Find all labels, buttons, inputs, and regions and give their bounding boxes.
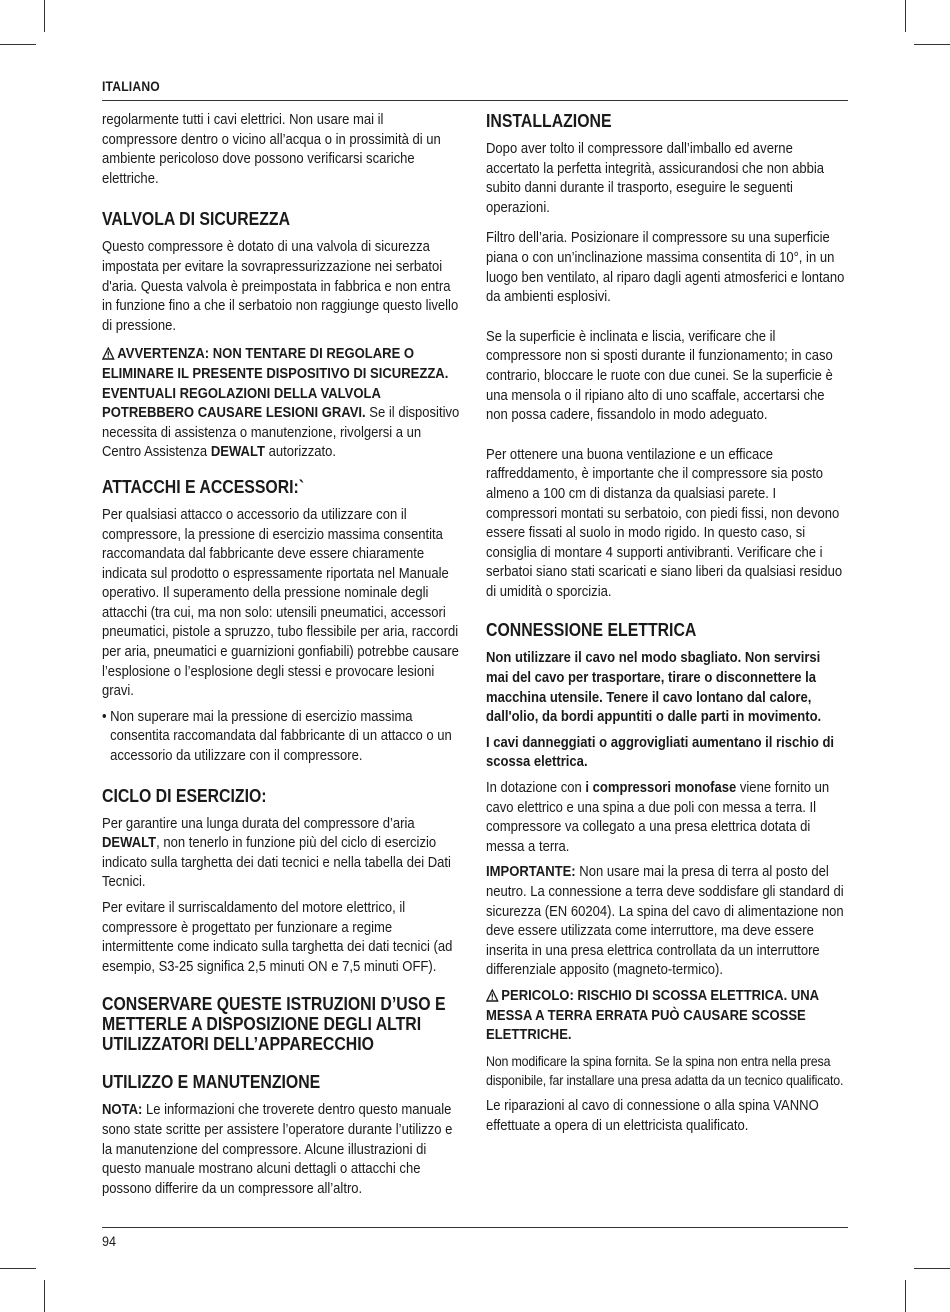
connessione-paragraph-2: Non modificare la spina fornita. Se la spina non entra nella presa disponibile, far installare una presa adatta da un tecnico qualificato. xyxy=(486,1053,844,1089)
note-text: Le informazioni che troverete dentro questo manuale sono state scritte per assistere l’operatore durante l’utilizzo e la manutenzione del compressore. Alcune illustrazioni di questo manuale mostrano alcuni dettagli o attacchi che possono differire da un compressore all’altro. xyxy=(102,1102,453,1197)
intro-paragraph: regolarmente tutti i cavi elettrici. Non usare mai il compressore dentro o vicino all’acqua o in prossimità di un ambiente pericoloso dove possono verificarsi scariche elettriche. xyxy=(102,112,441,187)
crop-mark xyxy=(905,1280,906,1312)
page-number: 94 xyxy=(102,1233,117,1249)
installazione-paragraph-2: Filtro dell’aria. Posizionare il compressore su una superficie piana o con un’inclinazione massima consentita di 10°, in un luogo ben ventilato, al riparo dagli agenti atmosferici e lontano da ambienti esplosivi. xyxy=(486,230,845,306)
danger-warning xyxy=(486,987,846,1046)
attacchi-body: Per qualsiasi attacco o accessorio da utilizzare con il compressore, la pressione di esercizio massima consentita raccomandata dal fabbricante deve essere chiaramente indicata sul prodotto o espressamente riportata nel Manuale operativo. Il superamento della pressione nominale degli attacchi (tra cui, ma non solo: utensili pneumatici, accessori pneumatici, pistole a spruzzo, tubo flessibile per aria, raccordi per aria, pneumatici e guarnizioni gonfiabili) potrebbe causare l’esplosione o l’esplosione degli stessi e provocare lesioni gravi. xyxy=(102,506,459,700)
installazione-paragraph-3: Se la superficie è inclinata e liscia, verificare che il compressore non si sposti durante il funzionamento; in caso contrario, bloccare le ruote con due cunei. Se la superficie è una mensola o il ripiano alto di uno scaffale, accertarsi che non possa cadere, fissandolo in modo adeguato. xyxy=(486,328,833,424)
crop-mark xyxy=(44,0,45,32)
warning-text-end: autorizzato. xyxy=(264,444,337,461)
connessione-text: In dotazione con xyxy=(486,780,586,797)
installazione-paragraph-1: Dopo aver tolto il compressore dall’imballo ed averne accertato la perfetta integrità, assicurandosi che non abbia subito danni durante il trasporto, eseguire le seguenti operazioni. xyxy=(486,141,825,216)
crop-mark xyxy=(914,44,950,45)
connessione-text-end: viene fornito un cavo elettrico e una spina a due poli con messa a terra. Il compressore va collegato a una presa elettrica dotata di messa a terra. xyxy=(486,780,830,855)
important-label: IMPORTANTE: xyxy=(486,864,576,881)
crop-mark xyxy=(914,1268,950,1269)
crop-mark xyxy=(905,0,906,32)
warning-icon xyxy=(486,989,499,1002)
important-text: Non usare mai la presa di terra al posto del neutro. La connessione a terra deve soddisfare gli standard di sicurezza (EN 60204). La spina del cavo di alimentazione non deve essere utilizzata come interruttore, ma deve essere inserita in una presa elettrica controllata da un interruttore differenziale apposito (magneto-termico). xyxy=(486,864,844,979)
connessione-bold-phrase: i compressori monofase xyxy=(585,780,737,797)
important-note xyxy=(486,863,846,981)
connessione-paragraph-3: Le riparazioni al cavo di connessione o alla spina VANNO effettuate a opera di un elettricista qualificato. xyxy=(486,1097,819,1134)
danger-text: PERICOLO: RISCHIO DI SCOSSA ELETTRICA. UNA MESSA A TERRA ERRATA PUÒ CAUSARE SCOSSE ELETTRICHE. xyxy=(486,987,819,1044)
section-title-installazione: INSTALLAZIONE xyxy=(486,111,612,131)
warning-bold-text: AVVERTENZA: NON TENTARE DI REGOLARE O ELIMINARE IL PRESENTE DISPOSITIVO DI SICUREZZA. EVENTUALI REGOLAZIONI DELLA VALVOLA POTREBBERO CAUSARE LESIONI GRAVI. xyxy=(102,346,449,422)
ciclo-text-end: , non tenerlo in funzione più del ciclo di esercizio indicato sulla targhetta dei dati tecnici e nella tabella dei Dati Tecnici. xyxy=(102,835,451,891)
utilizzo-note xyxy=(102,1101,462,1199)
crop-mark xyxy=(0,1268,36,1269)
crop-mark xyxy=(44,1280,45,1312)
section-title-utilizzo: UTILIZZO E MANUTENZIONE xyxy=(102,1072,321,1093)
ciclo-paragraph-1 xyxy=(102,815,462,893)
section-title-connessione: CONNESSIONE ELETTRICA xyxy=(486,620,697,641)
header-rule xyxy=(102,100,848,101)
connessione-bold-1: Non utilizzare il cavo nel modo sbagliato. Non servirsi mai del cavo per trasportare, tirare o disconnettere la macchina utensile. Tenere il cavo lontano dal calore, dall'olio, da bordi appuntiti o dalle parti in movimento. xyxy=(486,650,822,726)
footer-rule xyxy=(102,1227,848,1228)
section-title-conservare: CONSERVARE QUESTE ISTRUZIONI D’USO E METTERLE A DISPOSIZIONE DEGLI ALTRI UTILIZZATORI DELL’APPARECCHIO xyxy=(102,994,446,1055)
crop-mark xyxy=(0,44,36,45)
left-column xyxy=(102,111,464,1199)
section-title-valvola: VALVOLA DI SICUREZZA xyxy=(102,209,291,230)
section-title-ciclo: CICLO DI ESERCIZIO: xyxy=(102,785,267,806)
warning-text: Se il dispositivo necessita di assistenza o manutenzione, rivolgersi a un Centro Assistenza xyxy=(102,405,460,461)
note-label: NOTA: xyxy=(102,1102,143,1119)
ciclo-text: Per garantire una lunga durata del compressore d’aria xyxy=(102,815,415,832)
brand-name: DEWALT xyxy=(210,444,265,461)
right-column xyxy=(486,111,848,1136)
section-title-attacchi: ATTACCHI E ACCESSORI:` xyxy=(102,476,305,497)
attacchi-bullet xyxy=(102,708,462,767)
installazione-paragraph-4: Per ottenere una buona ventilazione e un efficace raffreddamento, è importante che il compressore sia posto almeno a 100 cm di distanza da qualsiasi parete. I compressori montati su serbatoio, con piedi fissi, non devono essere fissati al suolo in modo rigido. In questo caso, si consiglia di montare 4 supporti antivibranti. Verificare che i serbatoi siano stati scaricati e siano liberi da qualsiasi residuo di umidità o sporcizia. xyxy=(486,446,843,600)
bullet-text: Non superare mai la pressione di esercizio massima consentita raccomandata dal fabbricante di un attacco o un accessorio da utilizzare con il compressore. xyxy=(110,708,452,765)
ciclo-paragraph-2: Per evitare il surriscaldamento del motore elettrico, il compressore è progettato per funzionare a regime intermittente come indicato sulla targhetta dei dati tecnici (ad esempio, S3-25 significa 2,5 minuti ON e 7,5 minuti OFF). xyxy=(102,900,453,975)
connessione-paragraph-1 xyxy=(486,779,846,857)
connessione-bold-2: I cavi danneggiati o aggrovigliati aumentano il rischio di scossa elettrica. xyxy=(486,734,835,771)
valvola-body: Questo compressore è dotato di una valvola di sicurezza impostata per evitare la sovrapressurizzazione nei serbatoi d'aria. Questa valvola è preimpostata in fabbrica e non entra in funzione fino a che il serbatoio non raggiunge questo livello di pressione. xyxy=(102,239,459,334)
valvola-warning xyxy=(102,345,462,463)
brand-name: DEWALT xyxy=(102,835,157,852)
warning-icon xyxy=(102,347,115,360)
page-header-language: ITALIANO xyxy=(102,79,160,94)
bullet-mark: • xyxy=(102,708,107,725)
